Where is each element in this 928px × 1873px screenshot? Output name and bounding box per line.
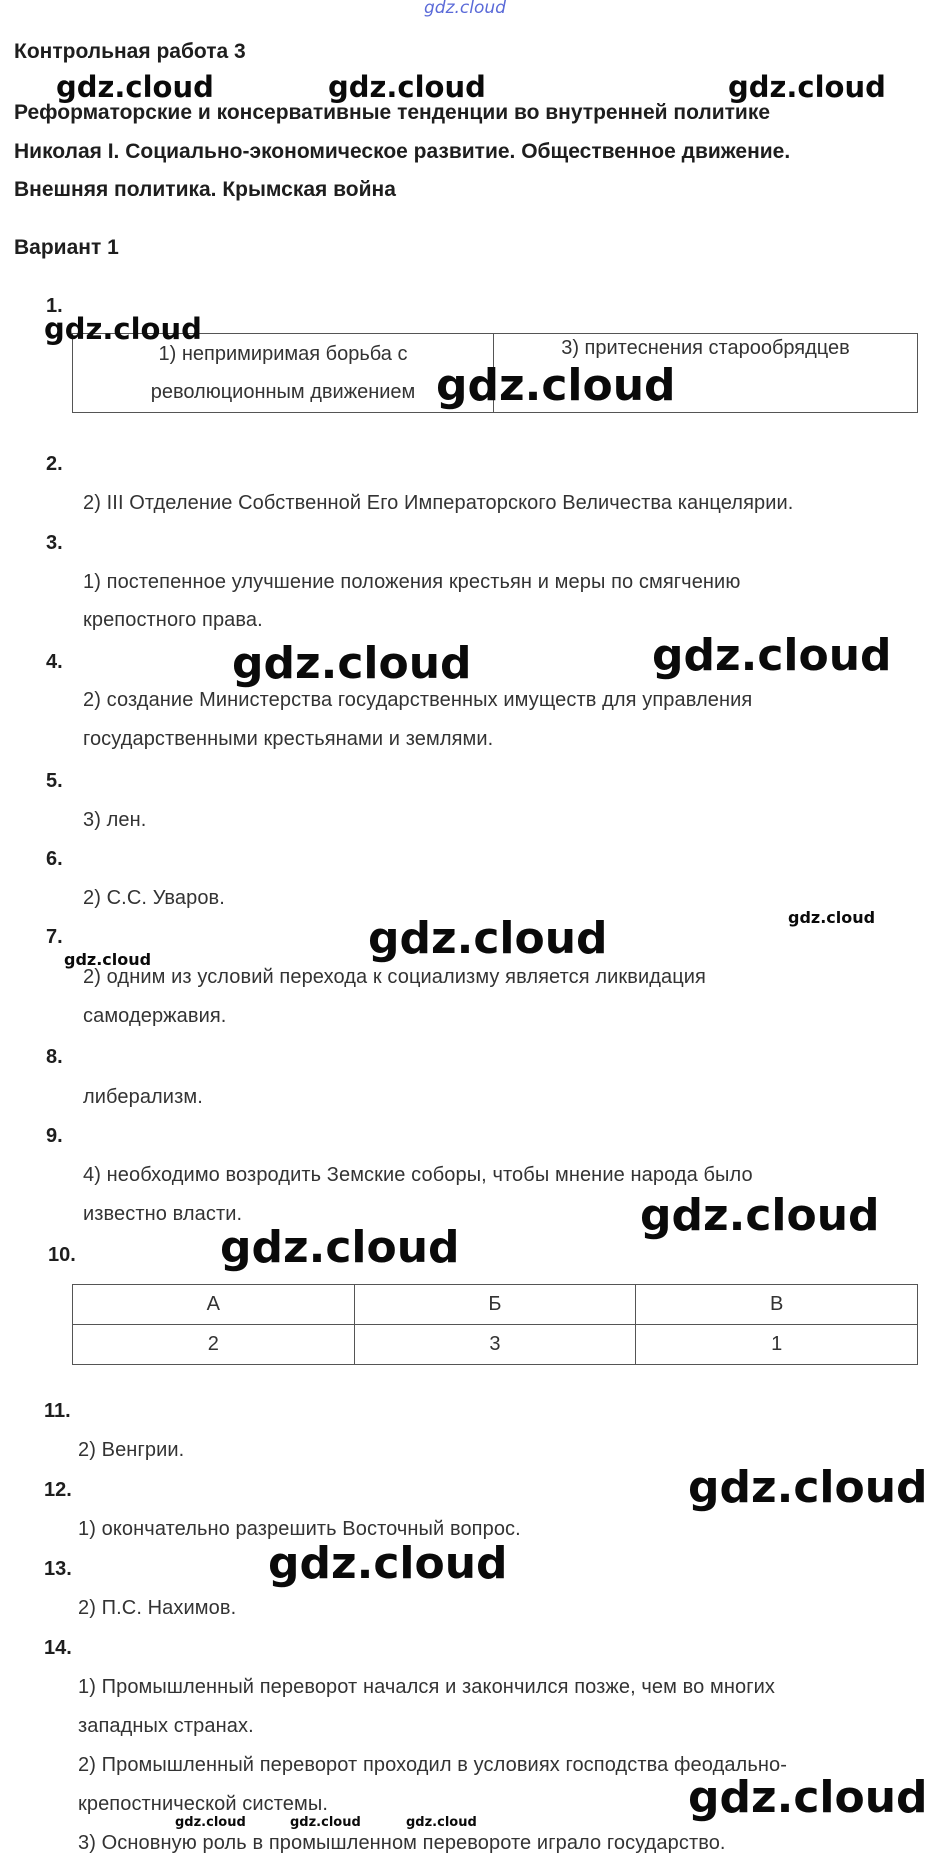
q12-answer: 1) окончательно разрешить Восточный вопрос. bbox=[78, 1518, 521, 1540]
subtitle-line-3: Внешняя политика. Крымская война bbox=[14, 178, 396, 201]
watermark: gdz.cloud bbox=[290, 1815, 361, 1830]
watermark: gdz.cloud bbox=[56, 70, 214, 104]
q14-item-1-line-2: западных странах. bbox=[78, 1715, 254, 1737]
question-number-6: 6. bbox=[46, 848, 63, 870]
q14-item-3: 3) Основную роль в промышленном перевороте играло государство. bbox=[78, 1832, 726, 1854]
q10-value-b: 3 bbox=[354, 1325, 636, 1365]
q10-header-a: А bbox=[73, 1285, 355, 1325]
question-number-7: 7. bbox=[46, 926, 63, 948]
watermark: gdz.cloud bbox=[232, 638, 472, 689]
question-number-14: 14. bbox=[44, 1637, 72, 1659]
q10-matching-table bbox=[72, 1284, 918, 1365]
watermark: gdz.cloud bbox=[64, 950, 152, 969]
q14-item-1-text: 1) Промышленный переворот начался и закончился позже, чем во многих bbox=[78, 1676, 776, 1698]
watermark: gdz.cloud bbox=[788, 908, 876, 927]
question-number-8: 8. bbox=[46, 1046, 63, 1068]
q4-answer-line-1: 2) создание Министерства государственных имуществ для управления bbox=[83, 689, 753, 711]
q4-answer-line-2: государственными крестьянами и землями. bbox=[83, 728, 494, 750]
question-number-5: 5. bbox=[46, 770, 63, 792]
question-number-3: 3. bbox=[46, 532, 63, 554]
q9-answer-line-1: 4) необходимо возродить Земские соборы, чтобы мнение народа было bbox=[83, 1164, 753, 1186]
question-number-13: 13. bbox=[44, 1558, 72, 1580]
question-number-1: 1. bbox=[46, 295, 63, 317]
q14-item-2-line-2: крепостнической системы. bbox=[78, 1793, 329, 1815]
watermark: gdz.cloud bbox=[268, 1538, 508, 1589]
q2-answer: 2) III Отделение Собственной Его Императорского Величества канцелярии. bbox=[83, 492, 794, 514]
q10-value-v: 1 bbox=[636, 1325, 918, 1365]
q5-answer: 3) лен. bbox=[83, 809, 147, 831]
q6-answer: 2) С.С. Уваров. bbox=[83, 887, 225, 909]
watermark: gdz.cloud bbox=[368, 913, 608, 964]
question-number-12: 12. bbox=[44, 1479, 72, 1501]
q9-answer-line-2: известно власти. bbox=[83, 1203, 243, 1225]
question-number-4: 4. bbox=[46, 651, 63, 673]
watermark: gdz.cloud bbox=[220, 1222, 460, 1273]
q13-answer: 2) П.С. Нахимов. bbox=[78, 1597, 237, 1619]
variant-heading: Вариант 1 bbox=[14, 236, 119, 259]
q10-value-a: 2 bbox=[73, 1325, 355, 1365]
q7-answer-line-2: самодержавия. bbox=[83, 1005, 227, 1027]
q11-answer: 2) Венгрии. bbox=[78, 1439, 185, 1461]
page-title: Контрольная работа 3 bbox=[14, 40, 246, 63]
q14-item-2-line-1: 2) Промышленный переворот проходил в условиях господства феодально- bbox=[78, 1754, 787, 1776]
subtitle-line-1: Реформаторские и консервативные тенденции во внутренней политике bbox=[14, 101, 771, 124]
q3-answer-line-1: 1) постепенное улучшение положения крестьян и меры по смягчению bbox=[83, 571, 741, 593]
question-number-10: 10. bbox=[48, 1244, 76, 1266]
watermark: gdz.cloud bbox=[688, 1772, 928, 1823]
q1-cell-left-line-1: 1) непримиримая борьба с bbox=[158, 343, 408, 365]
watermark: gdz.cloud bbox=[436, 360, 676, 411]
watermark: gdz.cloud bbox=[44, 312, 202, 346]
subtitle-line-2: Николая I. Социально-экономическое развитие. Общественное движение. bbox=[14, 140, 791, 163]
question-number-11: 11. bbox=[44, 1400, 71, 1422]
watermark: gdz.cloud bbox=[652, 630, 892, 681]
q14-item-1-line-1 bbox=[78, 1676, 904, 1699]
q7-answer-line-1: 2) одним из условий перехода к социализму является ликвидация bbox=[83, 966, 706, 988]
watermark: gdz.cloud bbox=[728, 70, 886, 104]
site-header: gdz.cloud bbox=[424, 0, 506, 18]
q3-answer-line-2: крепостного права. bbox=[83, 609, 263, 631]
q10-header-b: Б bbox=[354, 1285, 636, 1325]
q1-cell-right-text: 3) притеснения старообрядцев bbox=[561, 337, 850, 359]
question-number-2: 2. bbox=[46, 453, 63, 475]
watermark: gdz.cloud bbox=[175, 1815, 246, 1830]
question-number-9: 9. bbox=[46, 1125, 63, 1147]
watermark: gdz.cloud bbox=[688, 1462, 928, 1513]
watermark: gdz.cloud bbox=[328, 70, 486, 104]
q10-header-v: В bbox=[636, 1285, 918, 1325]
q8-answer: либерализм. bbox=[83, 1086, 203, 1108]
watermark: gdz.cloud bbox=[640, 1190, 880, 1241]
q1-cell-left-line-2: революционным движением bbox=[150, 381, 416, 403]
watermark: gdz.cloud bbox=[406, 1815, 477, 1830]
